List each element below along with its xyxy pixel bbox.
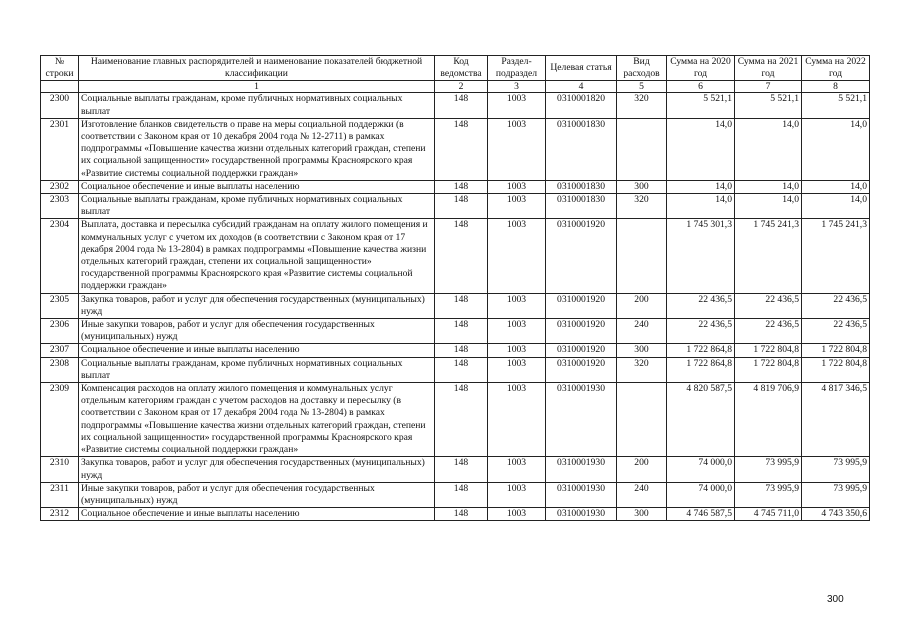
cell-section-code: 1003 xyxy=(488,180,546,193)
colnum-3: 3 xyxy=(488,81,546,93)
table-row xyxy=(41,194,870,219)
cell-row-name: Иные закупки товаров, работ и услуг для обеспечения государственных (муниципальных) нужд xyxy=(79,319,435,344)
cell-sum-2021: 1 745 241,3 xyxy=(735,219,802,293)
cell-sum-2020: 1 722 864,8 xyxy=(667,357,735,382)
header-sum-2020: Сумма на 2020 год xyxy=(667,56,735,81)
cell-section-code: 1003 xyxy=(488,457,546,482)
table-row xyxy=(41,457,870,482)
cell-sum-2022: 14,0 xyxy=(802,180,870,193)
cell-sum-2021: 73 995,9 xyxy=(735,482,802,507)
cell-target-article: 0310001930 xyxy=(546,383,617,457)
cell-department-code: 148 xyxy=(435,457,488,482)
cell-row-name: Социальное обеспечение и иные выплаты населению xyxy=(79,508,435,521)
cell-expense-type xyxy=(617,219,667,293)
table-row xyxy=(41,344,870,357)
header-row xyxy=(41,56,870,81)
cell-sum-2021: 22 436,5 xyxy=(735,319,802,344)
cell-target-article: 0310001920 xyxy=(546,219,617,293)
cell-section-code: 1003 xyxy=(488,194,546,219)
cell-target-article: 0310001920 xyxy=(546,293,617,318)
budget-table xyxy=(40,55,870,521)
colnum-8: 8 xyxy=(802,81,870,93)
cell-sum-2022: 22 436,5 xyxy=(802,293,870,318)
cell-sum-2022: 14,0 xyxy=(802,194,870,219)
table-row xyxy=(41,357,870,382)
cell-row-number: 2300 xyxy=(41,93,79,118)
cell-department-code: 148 xyxy=(435,344,488,357)
cell-row-number: 2307 xyxy=(41,344,79,357)
cell-sum-2022: 4 743 350,6 xyxy=(802,508,870,521)
colnum-6: 6 xyxy=(667,81,735,93)
cell-section-code: 1003 xyxy=(488,293,546,318)
cell-expense-type: 320 xyxy=(617,93,667,118)
cell-target-article: 0310001830 xyxy=(546,118,617,180)
cell-department-code: 148 xyxy=(435,118,488,180)
cell-section-code: 1003 xyxy=(488,357,546,382)
cell-sum-2021: 4 745 711,0 xyxy=(735,508,802,521)
cell-sum-2022: 1 722 804,8 xyxy=(802,344,870,357)
cell-sum-2022: 73 995,9 xyxy=(802,457,870,482)
cell-target-article: 0310001920 xyxy=(546,357,617,382)
cell-row-name: Изготовление бланков свидетельств о праве на меры социальной поддержки (в соответствии с Законом края от 10 декабря 2004 года № 12-2711) в рамках подпрограммы «Повышение качества жизни отдельных категорий граждан, степени их социальной защищенности» государственной программы Красноярского края «Развитие системы социальной поддержки граждан» xyxy=(79,118,435,180)
cell-row-number: 2301 xyxy=(41,118,79,180)
cell-section-code: 1003 xyxy=(488,508,546,521)
cell-expense-type: 240 xyxy=(617,319,667,344)
header-sum-2022: Сумма на 2022 год xyxy=(802,56,870,81)
cell-row-number: 2311 xyxy=(41,482,79,507)
cell-target-article: 0310001930 xyxy=(546,482,617,507)
cell-section-code: 1003 xyxy=(488,319,546,344)
header-sum-2021: Сумма на 2021 год xyxy=(735,56,802,81)
cell-row-name: Социальное обеспечение и иные выплаты населению xyxy=(79,344,435,357)
cell-sum-2020: 22 436,5 xyxy=(667,293,735,318)
cell-department-code: 148 xyxy=(435,293,488,318)
cell-sum-2021: 14,0 xyxy=(735,180,802,193)
cell-sum-2020: 22 436,5 xyxy=(667,319,735,344)
cell-department-code: 148 xyxy=(435,194,488,219)
cell-expense-type: 300 xyxy=(617,344,667,357)
header-row-number: № строки xyxy=(41,56,79,81)
cell-sum-2020: 14,0 xyxy=(667,118,735,180)
cell-target-article: 0310001920 xyxy=(546,344,617,357)
cell-row-number: 2309 xyxy=(41,383,79,457)
header-department-code: Код ведомства xyxy=(435,56,488,81)
colnum-7: 7 xyxy=(735,81,802,93)
cell-sum-2022: 14,0 xyxy=(802,118,870,180)
cell-sum-2020: 74 000,0 xyxy=(667,482,735,507)
cell-department-code: 148 xyxy=(435,319,488,344)
cell-expense-type xyxy=(617,118,667,180)
cell-sum-2022: 4 817 346,5 xyxy=(802,383,870,457)
page-number: 300 xyxy=(827,594,844,605)
table-row xyxy=(41,482,870,507)
cell-sum-2021: 22 436,5 xyxy=(735,293,802,318)
cell-target-article: 0310001830 xyxy=(546,194,617,219)
table-row xyxy=(41,508,870,521)
cell-section-code: 1003 xyxy=(488,219,546,293)
cell-sum-2020: 14,0 xyxy=(667,180,735,193)
table-row xyxy=(41,293,870,318)
column-number-row xyxy=(41,81,870,93)
header-target-article: Целевая статья xyxy=(546,56,617,81)
cell-row-number: 2303 xyxy=(41,194,79,219)
cell-row-name: Закупка товаров, работ и услуг для обеспечения государственных (муниципальных) нужд xyxy=(79,457,435,482)
cell-sum-2021: 14,0 xyxy=(735,194,802,219)
header-section: Раздел-подраздел xyxy=(488,56,546,81)
cell-target-article: 0310001930 xyxy=(546,508,617,521)
cell-expense-type: 300 xyxy=(617,508,667,521)
cell-sum-2021: 73 995,9 xyxy=(735,457,802,482)
cell-sum-2022: 1 722 804,8 xyxy=(802,357,870,382)
cell-expense-type xyxy=(617,383,667,457)
colnum-2: 2 xyxy=(435,81,488,93)
cell-row-name: Социальные выплаты гражданам, кроме публичных нормативных социальных выплат xyxy=(79,93,435,118)
cell-target-article: 0310001930 xyxy=(546,457,617,482)
cell-row-name: Социальное обеспечение и иные выплаты населению xyxy=(79,180,435,193)
cell-sum-2021: 1 722 804,8 xyxy=(735,344,802,357)
colnum-1: 1 xyxy=(79,81,435,93)
cell-row-number: 2310 xyxy=(41,457,79,482)
cell-sum-2020: 74 000,0 xyxy=(667,457,735,482)
cell-row-name: Социальные выплаты гражданам, кроме публичных нормативных социальных выплат xyxy=(79,194,435,219)
cell-target-article: 0310001830 xyxy=(546,180,617,193)
cell-row-name: Иные закупки товаров, работ и услуг для обеспечения государственных (муниципальных) нужд xyxy=(79,482,435,507)
cell-row-name: Социальные выплаты гражданам, кроме публичных нормативных социальных выплат xyxy=(79,357,435,382)
cell-section-code: 1003 xyxy=(488,383,546,457)
cell-row-number: 2305 xyxy=(41,293,79,318)
cell-sum-2022: 73 995,9 xyxy=(802,482,870,507)
table-row xyxy=(41,319,870,344)
cell-expense-type: 320 xyxy=(617,194,667,219)
cell-sum-2022: 5 521,1 xyxy=(802,93,870,118)
colnum-0 xyxy=(41,81,79,93)
cell-sum-2020: 14,0 xyxy=(667,194,735,219)
cell-sum-2022: 1 745 241,3 xyxy=(802,219,870,293)
cell-row-name: Компенсация расходов на оплату жилого помещения и коммунальных услуг отдельным категориям граждан с учетом расходов на доставку и пересылку (в соответствии с Законом края от 17 декабря 2004 года № 13-2804) в рамках подпрограммы «Повышение качества жизни отдельных категорий граждан, степени их социальной защищенности» государственной программы Красноярского края «Развитие системы социальной поддержки граждан» xyxy=(79,383,435,457)
colnum-5: 5 xyxy=(617,81,667,93)
cell-section-code: 1003 xyxy=(488,118,546,180)
table-row xyxy=(41,118,870,180)
colnum-4: 4 xyxy=(546,81,617,93)
cell-department-code: 148 xyxy=(435,93,488,118)
cell-sum-2020: 1 745 301,3 xyxy=(667,219,735,293)
cell-target-article: 0310001920 xyxy=(546,319,617,344)
cell-sum-2020: 4 820 587,5 xyxy=(667,383,735,457)
cell-section-code: 1003 xyxy=(488,93,546,118)
cell-department-code: 148 xyxy=(435,508,488,521)
cell-row-name: Выплата, доставка и пересылка субсидий гражданам на оплату жилого помещения и коммунальных услуг с учетом их доходов (в соответствии с Законом края от 17 декабря 2004 года № 13-2804) в рамках подпрограммы «Повышение качества жизни отдельных категорий граждан, степени их социальной защищенности» государственной программы Красноярского края «Развитие системы социальной поддержки граждан» xyxy=(79,219,435,293)
header-name: Наименование главных распорядителей и наименование показателей бюджетной классификации xyxy=(79,56,435,81)
cell-expense-type: 200 xyxy=(617,293,667,318)
cell-row-name: Закупка товаров, работ и услуг для обеспечения государственных (муниципальных) нужд xyxy=(79,293,435,318)
cell-sum-2021: 1 722 804,8 xyxy=(735,357,802,382)
table-row xyxy=(41,383,870,457)
cell-sum-2021: 14,0 xyxy=(735,118,802,180)
cell-department-code: 148 xyxy=(435,383,488,457)
cell-row-number: 2304 xyxy=(41,219,79,293)
cell-sum-2022: 22 436,5 xyxy=(802,319,870,344)
cell-sum-2020: 5 521,1 xyxy=(667,93,735,118)
cell-target-article: 0310001820 xyxy=(546,93,617,118)
table-row xyxy=(41,219,870,293)
cell-row-number: 2306 xyxy=(41,319,79,344)
cell-section-code: 1003 xyxy=(488,482,546,507)
cell-expense-type: 240 xyxy=(617,482,667,507)
cell-department-code: 148 xyxy=(435,357,488,382)
cell-row-number: 2308 xyxy=(41,357,79,382)
cell-department-code: 148 xyxy=(435,180,488,193)
cell-department-code: 148 xyxy=(435,219,488,293)
table-row xyxy=(41,93,870,118)
cell-sum-2020: 4 746 587,5 xyxy=(667,508,735,521)
cell-sum-2021: 4 819 706,9 xyxy=(735,383,802,457)
cell-row-number: 2302 xyxy=(41,180,79,193)
header-expense-type: Вид расходов xyxy=(617,56,667,81)
cell-department-code: 148 xyxy=(435,482,488,507)
cell-expense-type: 320 xyxy=(617,357,667,382)
cell-expense-type: 200 xyxy=(617,457,667,482)
table-row xyxy=(41,180,870,193)
cell-sum-2021: 5 521,1 xyxy=(735,93,802,118)
cell-sum-2020: 1 722 864,8 xyxy=(667,344,735,357)
cell-section-code: 1003 xyxy=(488,344,546,357)
cell-row-number: 2312 xyxy=(41,508,79,521)
cell-expense-type: 300 xyxy=(617,180,667,193)
